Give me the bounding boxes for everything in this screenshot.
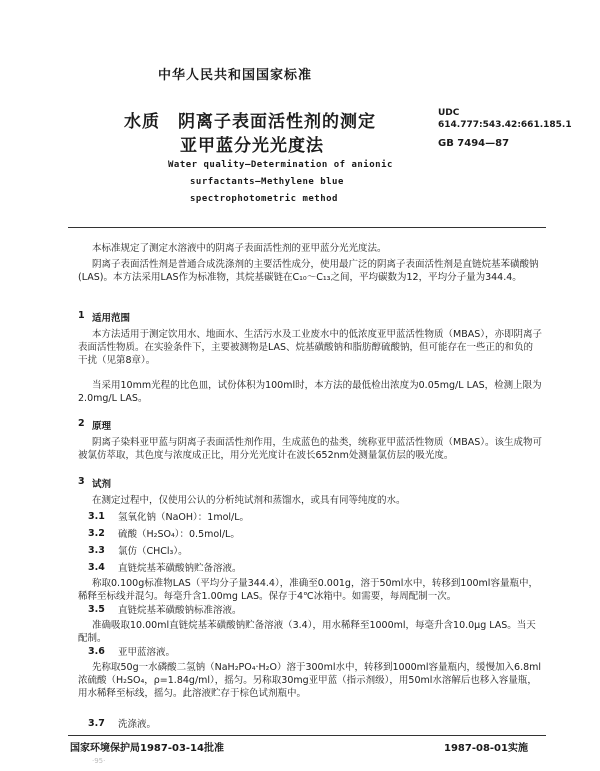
title-line-2: 亚甲蓝分光光度法 (180, 136, 324, 156)
item-3-6-number: 3.6 (88, 646, 105, 657)
footer-divider (68, 735, 546, 736)
item-3-4-text: 直链烷基苯磺酸钠贮备溶液。 (118, 563, 242, 574)
item-3-1-text: 氢氧化钠（NaOH）：1mol/L。 (118, 512, 250, 523)
item-3-4-number: 3.4 (88, 562, 105, 573)
section-2-title: 原理 (92, 421, 112, 432)
section-3-paragraph-1: 在测定过程中，仅使用公认的分析纯试剂和蒸馏水，或具有同等纯度的水。 (92, 495, 406, 506)
section-1-paragraph-1: 本方法适用于测定饮用水、地面水、生活污水及工业废水中的低浓度亚甲蓝活性物质（MBAS），亦即阴离子表面活性物质。在实验条件下，主要被测物是LAS、烷基磺酸钠和脂肪醇硫酸钠，但可能存在一些正的和负的干扰（见第8章）。 (78, 329, 542, 366)
intro-paragraph-2: 阴离子表面活性剂是普通合成洗涤剂的主要活性成分，使用最广泛的阴离子表面活性剂是直链烷基苯磺酸钠(LAS)。本方法采用LAS作为标准物，其烷基碳链在C₁₀～C₁₃之间，平均碳数为12，平均分子量为344.4。 (78, 259, 539, 283)
section-2-paragraph-1: 阴离子染料亚甲蓝与阴离子表面活性剂作用，生成蓝色的盐类，统称亚甲蓝活性物质（MBAS）。该生成物可被氯仿萃取，其色度与浓度成正比，用分光光度计在波长652nm处测量氯仿层的吸光度。 (78, 437, 542, 461)
english-title-line-2: surfactants—Methylene blue (190, 177, 344, 187)
title-line-1: 水质 阴离子表面活性剂的测定 (124, 112, 376, 132)
udc-code: UDC 614.777:543.42:661.185.1 (438, 108, 572, 130)
item-3-7-number: 3.7 (88, 718, 105, 729)
item-3-5-text: 直链烷基苯磺酸钠标准溶液。 (118, 605, 242, 616)
item-3-6-paragraph: 先称取50g一水磷酸二氢钠（NaH₂PO₄·H₂O）溶于300ml水中，转移到1000ml容量瓶内，缓慢加入6.8ml浓硫酸（H₂SO₄，ρ=1.84g/ml），摇匀。另称取30mg亚甲蓝（指示剂级），用50ml水溶解后也移入容量瓶，用水稀释至标线，摇匀。此溶液贮存于棕色试剂瓶中。 (78, 662, 542, 699)
section-1-paragraph-2: 当采用10mm光程的比色皿，试份体积为100ml时，本方法的最低检出浓度为0.05mg/L LAS，检测上限为2.0mg/L LAS。 (78, 380, 542, 404)
section-2-number: 2 (78, 418, 85, 429)
item-3-7-text: 洗涤液。 (118, 719, 157, 730)
english-title-line-3: spectrophotometric method (190, 194, 338, 204)
implementation-date: 1987-08-01实施 (444, 743, 528, 754)
gb-number: GB 7494—87 (438, 138, 510, 149)
item-3-3-number: 3.3 (88, 545, 105, 556)
item-3-2-text: 硫酸（H₂SO₄）：0.5mol/L。 (118, 529, 240, 540)
section-3-title: 试剂 (92, 479, 112, 490)
intro-paragraph-1: 本标准规定了测定水溶液中的阴离子表面活性剂的亚甲蓝分光光度法。 (92, 243, 387, 254)
section-1-number: 1 (78, 310, 85, 321)
item-3-5-paragraph: 准确吸取10.00ml直链烷基苯磺酸钠贮备溶液（3.4），用水稀释至1000ml，每毫升含10.0μg LAS。当天配制。 (78, 620, 536, 644)
page-number: ·95· (92, 757, 106, 765)
item-3-1-number: 3.1 (88, 511, 105, 522)
item-3-4-paragraph: 称取0.100g标准物LAS（平均分子量344.4），准确至0.001g，溶于50ml水中，转移到100ml容量瓶中，稀释至标线并混匀。每毫升含1.00mg LAS。保存于4℃冰箱中。如需要，每周配制一次。 (78, 578, 538, 602)
section-3-number: 3 (78, 476, 85, 487)
item-3-3-text: 氯仿（CHCl₃）。 (118, 546, 188, 557)
item-3-2-number: 3.2 (88, 528, 105, 539)
approval-date: 国家环境保护局1987-03-14批准 (70, 743, 224, 754)
section-1-title: 适用范围 (92, 313, 131, 324)
english-title-line-1: Water quality—Determination of anionic (168, 160, 393, 170)
item-3-6-text: 亚甲蓝溶液。 (118, 647, 176, 658)
item-3-5-number: 3.5 (88, 604, 105, 615)
issuing-organization: 中华人民共和国国家标准 (158, 68, 313, 83)
header-divider (68, 227, 546, 228)
